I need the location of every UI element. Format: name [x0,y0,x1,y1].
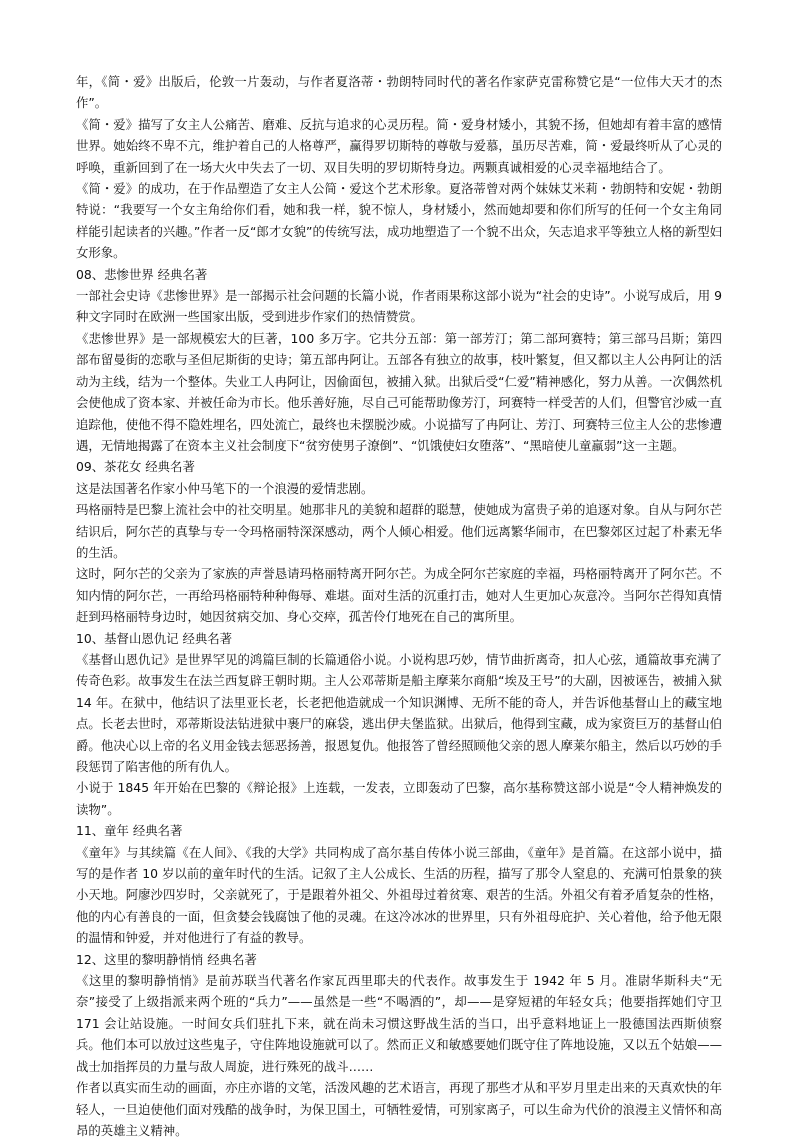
paragraph-childhood-plot: 《童年》与其续篇《在人间》、《我的大学》共同构成了高尔基自传体小说三部曲，《童年》是首篇。在这部小说中，描写的是作者 10 岁以前的童年时代的生活。记叙了主人公成长、生活的历程，描写了那令人窒息的、充满可怕景象的狭小天地。阿廖沙四岁时，父亲就死了，于是跟着外祖父、外祖母过着贫寒、艰苦的生活。外祖父有着矛盾复杂的性格，他的内心有善良的一面，但贪婪会钱腐蚀了他的灵魂。在这冷冰冰的世界里，只有外祖母庇护、关心着他，给予他无限的温情和钟爱，并对他进行了有益的教导。 [76,844,722,946]
paragraph-les-miserables-intro: 一部社会史诗《悲惨世界》是一部揭示社会问题的长篇小说，作者雨果称这部小说为“社会的史诗”。小说写成后，用 9 种文字同时在欧洲一些国家出版，受到进步作家们的热情赞赏。 [76,288,722,325]
paragraph-jane-eyre-plot: 《简・爱》描写了女主人公痛苦、磨难、反抗与追求的心灵历程。简・爱身材矮小，其貌不扬，但她却有着丰富的感情世界。她始终不卑不亢，维护着自己的人格尊严，赢得罗切斯特的尊敬与爱慕，虽历尽苦难，简・爱最终听从了心灵的呼唤，重新回到了在一场大火中失去了一切、双目失明的罗切斯特身边。两颗真诚相爱的心灵幸福地结合了。 [76,116,722,175]
paragraph-dawns-are-quiet-plot: 《这里的黎明静悄悄》是前苏联当代著名作家瓦西里耶夫的代表作。故事发生于 1942 年 5 月。准尉华斯科夫“无奈”接受了上级指派来两个班的“兵力”——虽然是一些“不喝酒的”，却——是穿短裙的年轻女兵；他要指挥她们守卫 171 会让站设施。一时间女兵们驻扎下来，就在尚未习惯这野战生活的当口，出乎意料地证上一股德国法西斯侦察兵。他们本可以放过这些鬼子，守住阵地设施就可以了。然而正义和敏感要她们既守住了阵地设施，又以五个姑娘——战士加指挥员的力量与敌人周旋，进行殊死的战斗…… [76,973,722,1074]
section-heading-les-miserables: 08、悲惨世界 经典名著 [76,266,208,282]
section-heading-childhood: 11、童年 经典名著 [76,823,183,839]
section-heading-dawns-are-quiet: 12、这里的黎明静悄悄 经典名著 [76,951,257,967]
paragraph-camille-plot-1: 玛格丽特是巴黎上流社会中的社交明星。她那非凡的美貌和超群的聪慧，使她成为富贵子弟的追逐对象。自从与阿尔芒结识后，阿尔芒的真挚与专一令玛格丽特深深感动，两个人倾心相爱。他们远离繁华闹市，在巴黎郊区过起了朴素无华的生活。 [76,502,722,560]
paragraph-camille-plot-2: 这时，阿尔芒的父亲为了家族的声誉恳请玛格丽特离开阿尔芒。为成全阿尔芒家庭的幸福，玛格丽特离开了阿尔芒。不知内情的阿尔芒，一再给玛格丽特种种侮辱、难堪。面对生活的沉重打击，她对人生更加心灰意冷。当阿尔芒得知真情赶到玛格丽特身边时，她因贫病交加、身心交瘁，孤苦伶仃地死在自己的寓所里。 [76,566,722,625]
paragraph-dawns-are-quiet-style: 作者以真实而生动的画面，亦庄亦谐的文笔，活泼风趣的艺术语言，再现了那些才从和平岁月里走出来的天真欢快的年轻人，一旦迫使他们面对残酷的战争时，为保卫国土，可牺牲爱情，可别家离子，可以生命为代价的浪漫主义情怀和高昂的英雄主义精神。 [76,1080,722,1138]
section-heading-monte-cristo: 10、基督山恩仇记 经典名著 [76,630,233,646]
paragraph-monte-cristo-plot: 《基督山恩仇记》是世界罕见的鸿篇巨制的长篇通俗小说。小说构思巧妙，情节曲折离奇，扣人心弦，通篇故事充满了传奇色彩。故事发生在法兰西复辟王朝时期。主人公邓蒂斯是船主摩莱尔商船“埃及王号”的大副，因被诬告，被捕入狱 14 年。在狱中，他结识了法里亚长老，长老把他造就成一个知识渊博、无所不能的奇人，并告诉他基督山上的藏宝地点。长老去世时，邓蒂斯设法钻进狱中裹尸的麻袋，逃出伊夫堡监狱。出狱后，他得到宝藏，成为家资巨万的基督山伯爵。他决心以上帝的名义用金钱去惩恶扬善，报恩复仇。他报答了曾经照顾他父亲的恩人摩莱尔船主，然后以巧妙的手段惩罚了陷害他的所有仇人。 [76,651,722,774]
section-heading-camille: 09、茶花女 经典名著 [76,459,195,475]
paragraph-camille-intro: 这是法国著名作家小仲马笔下的一个浪漫的爱情悲剧。 [76,480,374,496]
paragraph-jane-eyre-reception: 年，《简・爱》出版后，伦敦一片轰动，与作者夏洛蒂・勃朗特同时代的著名作家萨克雷称赞它是“一位伟大天才的杰作”。 [76,74,722,111]
paragraph-monte-cristo-reception: 小说于 1845 年开始在巴黎的《辩论报》上连载，一发表，立即轰动了巴黎，高尔基称赞这部小说是“令人精神焕发的读物”。 [76,780,722,817]
paragraph-jane-eyre-success: 《简・爱》的成功，在于作品塑造了女主人公简・爱这个艺术形象。夏洛蒂曾对两个妹妹艾米莉・勃朗特和安妮・勃朗特说：“我要写一个女主角给你们看，她和我一样，貌不惊人，身材矮小，然而她却要和你们所写的任何一个女主角同样能引起读者的兴趣。”作者一反“郎才女貌”的传统写法，成功地塑造了一个貌不出众，矢志追求平等独立人格的新型妇女形象。 [76,181,722,261]
paragraph-les-miserables-plot: 《悲惨世界》是一部规模宏大的巨著，100 多万字。它共分五部：第一部芳汀；第二部珂赛特；第三部马吕斯；第四部布留曼街的恋歌与圣但尼斯街的史诗；第五部冉阿让。五部各有独立的故事，枝叶繁复，但又都以主人公冉阿让的活动为主线，结为一个整体。失业工人冉阿让，因偷面包，被捕入狱。出狱后受“仁爱”精神感化，努力从善。一次偶然机会使他成了资本家、并被任命为市长。他乐善好施，尽自己可能帮助像芳汀，珂赛特一样受苦的人们，但警官沙威一直追踪他，使他不得不隐姓埋名，四处流亡，最终也未摆脱沙威。小说描写了冉阿让、芳汀、珂赛特三位主人公的悲惨遭遇，无情地揭露了在资本主义社会制度下“贫穷使男子潦倒”、“饥饿使妇女堕落”、“黑暗使儿童羸弱”这一主题。 [76,330,722,453]
document-body [76,71,722,1141]
